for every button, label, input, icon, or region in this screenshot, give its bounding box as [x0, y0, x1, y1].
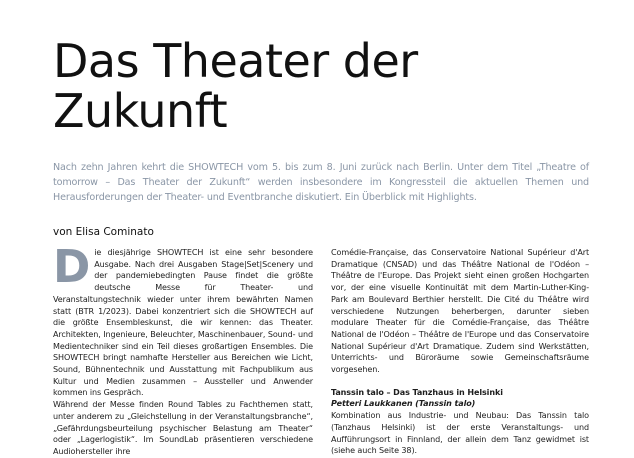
article-byline: von Elisa Cominato [53, 226, 154, 238]
article-title [53, 36, 418, 136]
body-paragraph: Während der Messe finden Round Tables zu Fachthemen statt, unter anderem zu „Gleichstellung in der Veranstaltungsbranche“, „Gefährdungsbeurteilung psychischer Belastung am Theater“ oder „Lagerlogistik“. Im SoundLab präsentieren verschiedene Audiohersteller ihre [53, 400, 313, 456]
article-title-line-1: Das Theater der [53, 34, 418, 88]
article-title-line-2: Zukunft [53, 84, 228, 138]
photo-credit: Petteri Laukkanen (Tanssin talo) [331, 399, 476, 409]
body-paragraph [53, 240, 313, 399]
body-paragraph: Comédie-Française, das Conservatoire National Supérieur d'Art Dramatique (CNSAD) und das Théâtre National de l'Odéon – Théâtre de l'Europe. Das Projekt sieht einen großen Hochgarten vor, der eine visuelle Kontinuität mit dem Martin-Luther-King-Park am Boulevard Berthier herstellt. Die Cité du Théâtre wird verschiedene Nutzungen beherbergen, darunter sieben modulare Theater für die Comédie-Française, das Théâtre National de l'Odéon – Théâtre de l'Europe und das Conservatoire National Supérieur d'Art Dramatique. Zudem sind Werkstätten, Unterrichts- und Büroräume sowie Gemeinschaftsräume vorgesehen. [331, 248, 589, 375]
body-column-right [331, 247, 589, 457]
body-column-left [53, 240, 313, 458]
drop-cap: D [53, 240, 91, 293]
section-subheading: Tanssin talo – Das Tanzhaus in Helsinki [331, 387, 503, 397]
body-paragraph: Kombination aus Industrie- und Neubau: Das Tanssin talo (Tanzhaus Helsinki) ist der erste Veranstaltungs- und Aufführungsort in Finnland, der allein dem Tanz gewidmet ist (siehe auch Seite 38). [331, 411, 589, 456]
article-lead: Nach zehn Jahren kehrt die SHOWTECH vom 5. bis zum 8. Juni zurück nach Berlin. Unter dem Titel „Theatre of tomorrow – Das Theater der Zukunft“ werden insbesondere im Kongressteil die aktuellen Themen und Herausforderungen der Theater- und Eventbranche diskutiert. Ein Überblick mit Highlights. [53, 162, 589, 204]
paragraph-text: ie diesjährige SHOWTECH ist eine sehr besondere Ausgabe. Nach drei Ausgaben Stage|Set|Scenery und der pandemiebedingten Pause findet die größte deutsche Messe für Theater- und Veranstaltungstechnik wieder unter ihrem bewährten Namen statt (BTR 1/2023). Dabei konzentriert sich die SHOWTECH auf die größte Ensembleskunst, die wir kennen: das Theater. Architekten, Ingenieure, Beleuchter, Maschinenbauer, Sound- und Medientechniker sind ein Teil dieses großartigen Ensembles. Die SHOWTECH bringt namhafte Hersteller aus Bereichen wie Licht, Sound, Bühnentechnik und Ausstattung mit Fachpublikum aus Kultur und Medien zusammen – Aussteller und Anwender kommen ins Gespräch. [53, 248, 313, 398]
